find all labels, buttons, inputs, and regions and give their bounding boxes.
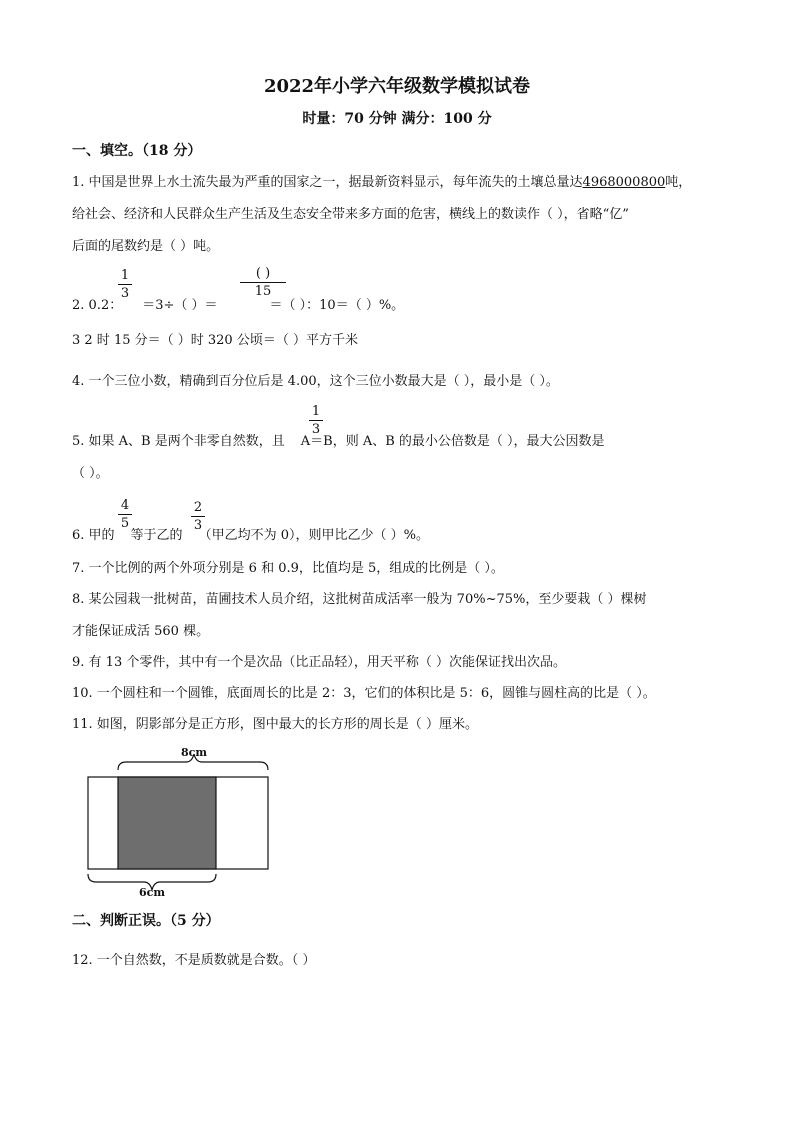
question-2-fraction [118, 268, 132, 301]
exam-subtitle: 时量：70 分钟 满分：100 分 [302, 111, 492, 127]
fraction-bar [309, 420, 323, 421]
question-12-line: 12. 一个自然数，不是质数就是合数。（ ） [72, 953, 316, 968]
blank-denominator: 15 [254, 284, 272, 299]
shaded-square [118, 777, 216, 869]
question-9-line: 9. 有 13 个零件，其中有一个是次品（比正品轻），用天平称（ ）次能保证找出次品。 [72, 655, 566, 670]
fraction-denominator: 3 [120, 286, 130, 301]
question-6-fraction-2 [191, 500, 205, 533]
question-3-line: 3 2 时 15 分＝（ ）时 320 公顷＝（ ）平方千米 [72, 333, 358, 348]
question-2-text-c: ＝（ ）：10＝（ ）%。 [269, 298, 405, 313]
question-2-blank-fraction [240, 266, 286, 299]
question-5-text-a: 5. 如果 A、B 是两个非零自然数，且 [72, 434, 285, 449]
question-4-line: 4. 一个三位小数，精确到百分位后是 4.00，这个三位小数最大是（ ），最小是（ ）。 [72, 374, 559, 389]
question-5-fraction [309, 404, 323, 437]
question-7-line: 7. 一个比例的两个外项分别是 6 和 0.9，比值均是 5，组成的比例是（ ）。 [72, 561, 504, 576]
question-8-line-2: 才能保证成活 560 棵。 [72, 624, 210, 639]
question-5-line-1 [72, 430, 605, 449]
fraction-numerator: 4 [120, 498, 130, 513]
question-5-text-b: A＝B，则 A、B 的最小公倍数是（ ），最大公因数是 [300, 434, 605, 449]
brace-top [118, 754, 268, 770]
question-2-text-b: ＝3÷（ ）＝ [142, 298, 218, 313]
fraction-denominator: 3 [193, 518, 203, 533]
question-6-text-b: 等于乙的 [130, 528, 183, 543]
fraction-numerator: 2 [193, 500, 203, 515]
question-11-line: 11. 如图，阴影部分是正方形，图中最大的长方形的周长是（ ）厘米。 [72, 717, 478, 732]
question-1-text-c: 吨， [665, 175, 692, 190]
label-8cm: 8cm [181, 746, 207, 759]
fraction-bar [118, 514, 132, 515]
fraction-bar [118, 284, 132, 285]
fraction-denominator: 5 [120, 516, 130, 531]
question-1-line-1 [72, 171, 691, 190]
fraction-denominator: 3 [311, 422, 321, 437]
question-2-text-a: 2. 0.2： [72, 298, 123, 313]
question-5-line-2: （ ）。 [72, 466, 109, 481]
blank-numerator: ( ) [255, 266, 271, 281]
fraction-numerator: 1 [311, 404, 321, 419]
question-1-line-3: 后面的尾数约是（ ）吨。 [72, 239, 220, 254]
question-1-text-a: 1. 中国是世界上水土流失最为严重的国家之一，据最新资料显示，每年流失的土壤总量达 [72, 175, 583, 190]
question-11-figure [80, 740, 280, 900]
question-10-line: 10. 一个圆柱和一个圆锥，底面周长的比是 2：3，它们的体积比是 5：6，圆锥与圆柱高的比是（ ）。 [72, 686, 656, 701]
section-2-heading: 二、判断正误。（5 分） [72, 913, 220, 929]
label-6cm: 6cm [139, 886, 165, 899]
question-1-number: 4968000800 [582, 175, 666, 190]
question-6-text-a: 6. 甲的 [72, 528, 115, 543]
question-6-text-c: （甲乙均不为 0），则甲比乙少（ ）%。 [198, 528, 429, 543]
section-1-heading: 一、填空。（18 分） [72, 143, 202, 159]
question-1-line-2: 给社会、经济和人民群众生产生活及生态安全带来多方面的危害，横线上的数读作（ ），省略“亿” [72, 207, 629, 222]
exam-title: 2022年小学六年级数学模拟试卷 [263, 76, 531, 97]
question-8-line-1: 8. 某公园栽一批树苗，苗圃技术人员介绍，这批树苗成活率一般为 70%~75%，至少要栽（ ）棵树 [72, 592, 647, 607]
question-6-fraction-1 [118, 498, 132, 531]
fraction-bar [191, 516, 205, 517]
fraction-numerator: 1 [120, 268, 130, 283]
fraction-bar [240, 282, 286, 283]
